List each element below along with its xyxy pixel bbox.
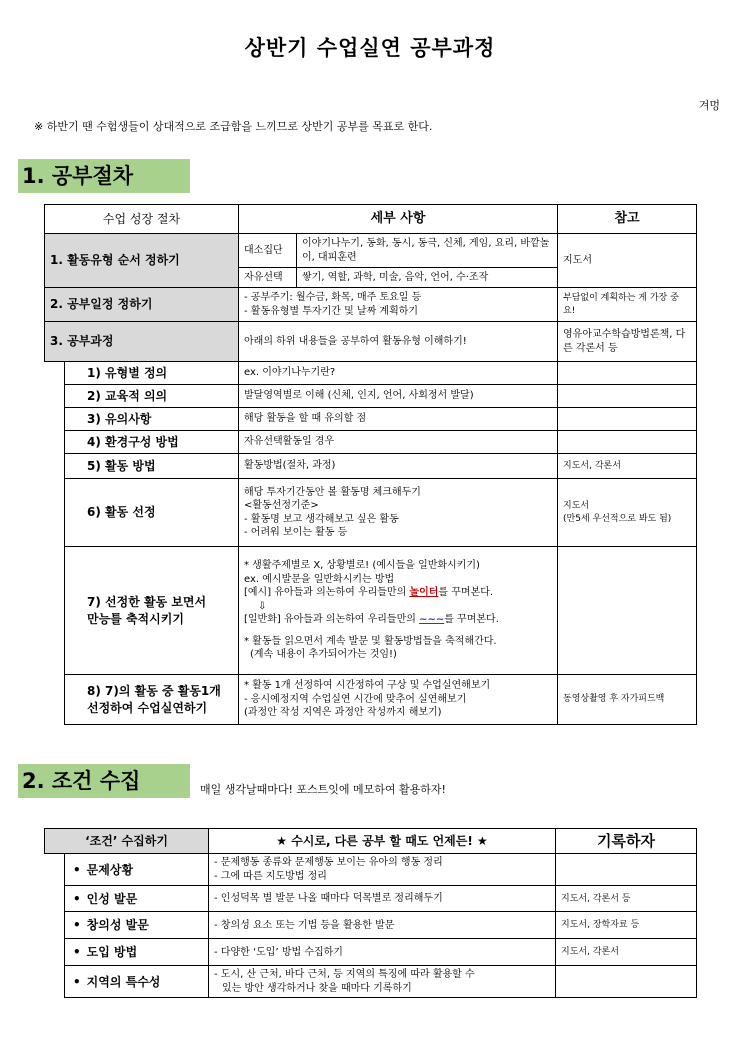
reference-cell: 지도서, 각론서 등 [556, 886, 697, 912]
section2-note: 매일 생각날때마다! 포스트잇에 메모하여 활용하자! [200, 783, 446, 796]
step-label: 2. 공부일정 정하기 [45, 288, 239, 322]
detail-cell: - 창의성 요소 또는 기법 등을 활용한 발문 [209, 912, 556, 939]
reference-cell [556, 854, 697, 886]
highlight-playground: 놀이터 [409, 587, 439, 599]
example-text: 를 꾸며본다. [438, 587, 494, 599]
detail-cell [239, 288, 558, 322]
detail-line: 있는 방안 생각하거나 찾을 때마다 기록하기 [222, 982, 412, 994]
reference-cell: 동영상촬영 후 자가피드백 [558, 675, 697, 725]
study-procedure-table [44, 204, 697, 725]
detail-cell [239, 547, 558, 675]
sub-step-label [65, 675, 239, 725]
detail-line: - 도시, 산 근처, 바다 근처, 등 지역의 특징에 따라 활용할 수 [214, 969, 475, 981]
condition-item: • 도입 방법 [65, 939, 209, 966]
label-line: 7) 선정한 활동 보면서 [87, 595, 207, 610]
section2-heading: 2. 조건 수집 [18, 764, 190, 798]
table-row [45, 322, 697, 362]
group-label: 대소집단 [239, 234, 297, 268]
label-line: 만능틀 축적시키기 [87, 611, 184, 626]
highlight-placeholder: ~~~ [419, 614, 445, 626]
table-row [45, 479, 697, 547]
group-text: 이야기나누기, 동화, 동시, 동극, 신체, 게임, 요리, 바깥놀이, 대피훈련 [297, 234, 558, 268]
detail-line: - 어려워 보이는 활동 등 [244, 527, 348, 538]
indent-spacer [45, 854, 65, 998]
detail-line: - 공부주기: 월수금, 화목, 매주 토요일 등 [244, 292, 422, 303]
table-row [45, 939, 697, 966]
step-label: 3. 공부과정 [45, 322, 239, 362]
detail-cell [239, 479, 558, 547]
indent-spacer [45, 362, 65, 725]
reference-cell [556, 966, 697, 998]
table-row [45, 362, 697, 385]
section1-heading: 1. 공부절차 [18, 159, 190, 193]
table-row [45, 886, 697, 912]
sub-step-label: 2) 교육적 의의 [65, 385, 239, 408]
reference-cell: 지도서, 각론서 [558, 454, 697, 479]
reference-cell: 지도서, 장학자료 등 [556, 912, 697, 939]
spacer [244, 627, 552, 635]
group-label: 자유선택 [239, 268, 297, 288]
detail-line: - 활동유형별 투자기간 및 날짜 계획하기 [244, 305, 419, 317]
example-text: [일반화] 유아들과 의논하여 우리들만의 [244, 614, 420, 626]
down-arrow-icon: ⇩ [258, 600, 267, 612]
reference-cell: 영유아교수학습방법론책, 다른 각론서 등 [558, 322, 697, 362]
detail-cell [239, 675, 558, 725]
label-line: 선정하여 수업실연하기 [87, 700, 208, 715]
detail-line: ex. 예시발문을 일반화시키는 방법 [244, 573, 395, 585]
reference-cell [558, 385, 697, 408]
reference-cell [558, 431, 697, 454]
reference-cell [558, 362, 697, 385]
detail-line: - 그에 따른 지도방법 정리 [214, 870, 327, 882]
detail-line: - 응시예정지역 수업실연 시간에 맞추어 실연해보기 [244, 693, 467, 705]
detail-line: - 문제행동 종류와 문제행동 보이는 유아의 행동 정리 [214, 857, 443, 869]
table-row [45, 408, 697, 431]
detail-cell: - 인성덕목 별 발문 나올 때마다 덕목별로 정리해두기 [209, 886, 556, 912]
table-row [45, 234, 697, 268]
header-details: 세부 사항 [239, 205, 558, 234]
intro-note: ※ 하반기 땐 수험생들이 상대적으로 조급함을 느끼므로 상반기 공부를 목표로 한다. [34, 120, 433, 133]
detail-cell: 자유선택활동일 경우 [239, 431, 558, 454]
detail-line: * 활동 1개 선정하여 시간정하여 구상 및 수업실연해보기 [244, 680, 491, 692]
table-row [45, 675, 697, 725]
detail-cell [209, 966, 556, 998]
table-row [45, 547, 697, 675]
detail-cell: 해당 활동을 할 때 유의할 점 [239, 408, 558, 431]
sub-step-label [65, 547, 239, 675]
detail-line: (과정안 작성 지역은 과정안 작성까지 해보기) [244, 707, 442, 719]
detail-cell: 활동방법(절차, 과정) [239, 454, 558, 479]
detail-cell [209, 854, 556, 886]
detail-line: * 생활주제별로 X, 상황별로! (예시들을 일반화시키기) [244, 560, 480, 572]
reference-cell: 부담없이 계획하는 게 가장 중요! [558, 288, 697, 322]
generalized-line [244, 613, 552, 627]
detail-line: (계속 내용이 추가되어가는 것임!) [250, 649, 397, 661]
reference-cell: 지도서 [558, 234, 697, 288]
label-line: 8) 7)의 활동 중 활동1개 [87, 684, 221, 699]
condition-item: • 지역의 특수성 [65, 966, 209, 998]
table-row [45, 288, 697, 322]
group-text: 쌓기, 역할, 과학, 미술, 음악, 언어, 수·조작 [297, 268, 558, 288]
reference-line: 지도서 [563, 501, 590, 512]
condition-collection-table [44, 828, 697, 998]
header-record: 기록하자 [556, 829, 697, 854]
sub-step-label: 1) 유형별 정의 [65, 362, 239, 385]
author-name: 겨멍 [698, 99, 720, 112]
header-procedure: 수업 성장 절차 [45, 205, 239, 234]
detail-line: * 활동들 읽으면서 계속 발문 및 활동방법들을 축적해간다. [244, 635, 497, 647]
header-collect: ‘조건’ 수집하기 [45, 829, 209, 854]
condition-item: • 창의성 발문 [65, 912, 209, 939]
table-row [45, 854, 697, 886]
reference-cell [558, 547, 697, 675]
table-header-row [45, 829, 697, 854]
example-text: 를 꾸며본다. [444, 614, 499, 626]
sub-step-label: 5) 활동 방법 [65, 454, 239, 479]
condition-item: • 문제상황 [65, 854, 209, 886]
table-row [45, 454, 697, 479]
reference-cell: 지도서, 각론서 [556, 939, 697, 966]
reference-line: (만5세 우선적으로 봐도 됨) [563, 513, 672, 524]
header-anytime: ★ 수시로, 다른 공부 할 때도 언제든! ★ [209, 829, 556, 854]
detail-cell: 발달영역별로 이해 (신체, 인지, 언어, 사회정서 발달) [239, 385, 558, 408]
table-row [45, 912, 697, 939]
page-title: 상반기 수업실연 공부과정 [244, 36, 496, 60]
detail-cell: - 다양한 ‘도입’ 방법 수집하기 [209, 939, 556, 966]
detail-cell: ex. 이야기나누기란? [239, 362, 558, 385]
sub-step-label: 3) 유의사항 [65, 408, 239, 431]
table-row [45, 385, 697, 408]
step-label: 1. 활동유형 순서 정하기 [45, 234, 239, 288]
condition-item: • 인성 발문 [65, 886, 209, 912]
reference-cell [558, 408, 697, 431]
detail-cell: 아래의 하위 내용들을 공부하여 활동유형 이해하기! [239, 322, 558, 362]
table-header-row [45, 205, 697, 234]
reference-cell [558, 479, 697, 547]
sub-step-label: 4) 환경구성 방법 [65, 431, 239, 454]
table-row [45, 966, 697, 998]
detail-line: 해당 투자기간동안 볼 활동명 체크해두기 [244, 486, 421, 498]
example-line [244, 586, 552, 600]
sub-step-label: 6) 활동 선정 [65, 479, 239, 547]
header-reference: 참고 [558, 205, 697, 234]
example-text: [예시] 유아들과 의논하여 우리들만의 [244, 587, 410, 599]
table-row [45, 431, 697, 454]
detail-line: - 활동명 보고 생각해보고 싶은 활동 [244, 513, 399, 525]
detail-line: <활동선정기준> [244, 500, 319, 511]
